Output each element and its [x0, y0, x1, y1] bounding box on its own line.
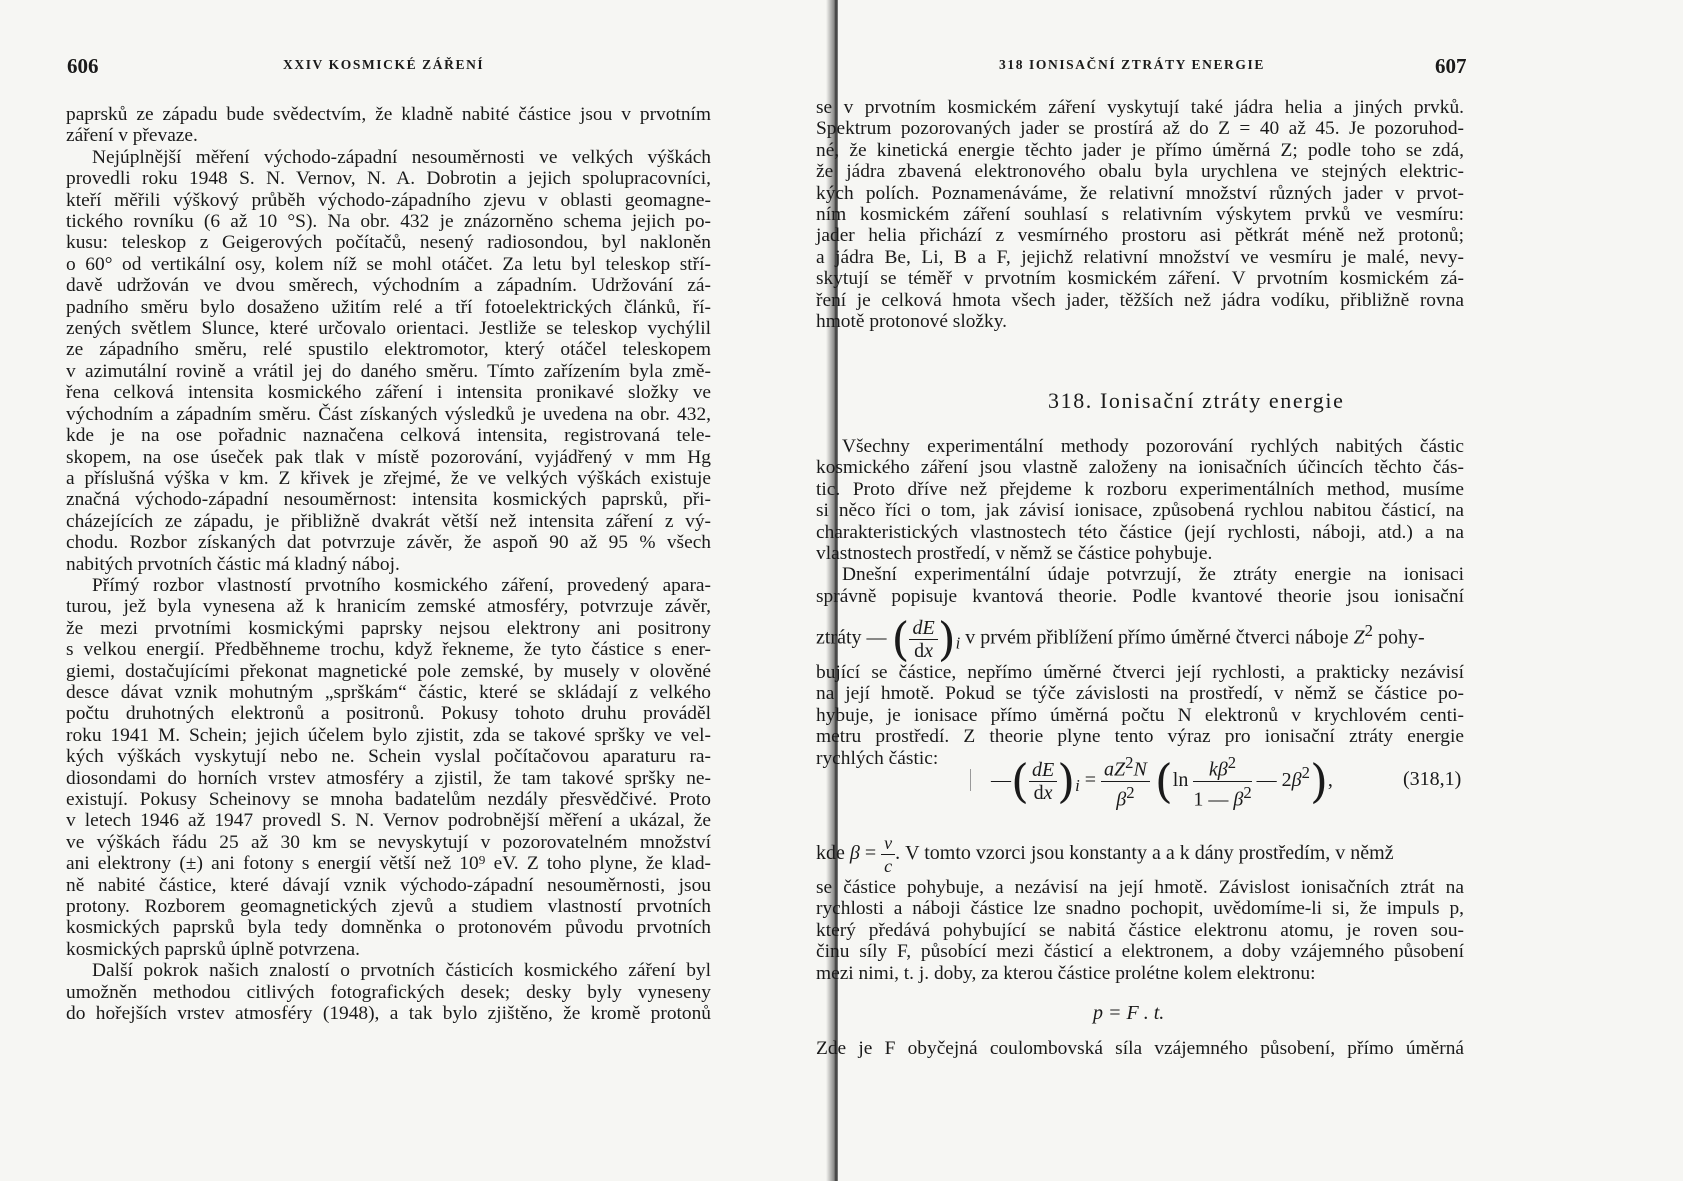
left-line: kde je na ose pořadnic naznačena celková intensita, registrovaná tele-: [66, 425, 711, 447]
right-mid-line: charakteristických vlastnostech této částice (její rychlosti, náboji, atd.) a na: [816, 521, 1464, 543]
right-mid-line: správně popisuje kvantová theorie. Podle kvantové theorie jsou ionisační: [816, 585, 1464, 607]
left-line: že mezi prvotními kosmickými paprsky nejsou elektrony ani positrony: [66, 617, 711, 639]
right-top-line: kých polích. Poznamenáváme, že relativní množství různých jader v prvot-: [816, 182, 1464, 204]
left-line: záření v převaze.: [66, 125, 198, 147]
right-after-line: bující se částice, nepřímo úměrné čtverci její rychlosti, a prakticky nezávisí: [816, 662, 1464, 683]
left-line: tického rovníku (6 až 10 °S). Na obr. 432 je znázorněno schema jejich po-: [66, 211, 711, 233]
paren-close: ): [937, 612, 956, 666]
left-line: giemi, dostačujícími překonat magnetické pole zemské, by musely v olověné: [66, 660, 711, 682]
right-bottom-line: mezi nimi, t. j. doby, za kterou částice prolétne kolem elektronu:: [816, 962, 1316, 984]
right-top-line: skytují se téměř v prvotním kosmickém záření. V prvotním kosmickém zá-: [816, 268, 1464, 290]
right-body-text-mid: [816, 436, 1464, 607]
left-line: nabitých prvotních částic má kladný náboj.: [66, 553, 400, 575]
left-line: diosondami do horních vrstev atmosféry a zjistil, že tam takové spršky ne-: [66, 767, 711, 789]
right-mid-line: si něco říci o tom, jak závisí ionisace, způsobená rychlou nabitou částicí, na: [816, 500, 1464, 522]
left-line: a příslušná výška v km. Z křivek je zřejmé, že ve velkých výškách existuje: [66, 467, 711, 489]
left-line: Další pokrok našich znalostí o prvotních částicích kosmického záření byl: [92, 960, 711, 982]
right-top-line: né, že kinetická energie těchto jader je přímo úměrná Z; podle toho se zdá,: [816, 139, 1464, 161]
left-line: s velkou energií. Předběhneme trochu, když řekneme, že tyto částice s ener-: [66, 639, 711, 661]
right-after-line: rychlých částic:: [816, 747, 939, 769]
left-body-text: [66, 104, 711, 1024]
left-line: skopem, na ose úseček pak tlak v místě pozorování, vyjádřený v mm Hg: [66, 446, 711, 468]
left-line: cházejících ze západu, je přibližně dvakrát větší než intensita záření z vý-: [66, 510, 711, 532]
right-mid-line: tic. Proto dříve než přejdeme k rozboru experimentálních method, musíme: [816, 478, 1464, 500]
left-line: zených světlem Slunce, které určovalo orientaci. Jestliže se teleskop vychýlil: [66, 318, 711, 340]
left-line: desce dávat vznik mohutným „sprškám“ částic, které se skládají z velkého: [66, 681, 711, 703]
left-line: paprsků ze západu bude svědectvím, že kladně nabité částice jsou v prvotním: [66, 104, 711, 125]
right-top-line: se v prvotním kosmickém záření vyskytují také jádra helia a jiných prvků.: [816, 97, 1464, 118]
left-line: turou, jež byla vynesena až k hranicím zemské atmosféry, potvrzuje závěr,: [66, 596, 711, 618]
section-title: 318. Ionisační ztráty energie: [1048, 388, 1345, 413]
left-line: ve výškách řádu 25 až 30 km se nevyskytují v pozorovatelném množství: [66, 831, 711, 853]
left-line: umožněn methodou citlivých fotografických desek; desky byly vyneseny: [66, 981, 711, 1003]
right-mid-line: vlastnostech prostředí, v němž se částice pohybuje.: [816, 543, 1213, 565]
right-top-line: Spektrum pozorovaných jader se prostírá až do Z = 40 až 45. Je pozoruhod-: [816, 118, 1464, 140]
dE-dx-fraction: $\frac{dE}{dx}$: [909, 617, 937, 662]
right-top-line: a jádra Be, Li, B a F, jejichž relativní množství ve vesmíru je malé, nevy-: [816, 246, 1464, 268]
right-bottom-line: se částice pohybuje, a nezávisí na její hmotě. Závislost ionisačních ztrát na: [816, 877, 1464, 898]
right-after-line: na její hmotě. Pokud se týče závislosti na prostředí, v němž se částice po-: [816, 683, 1464, 705]
left-line: značná východo-západní nesouměrnost: intensita kosmických paprsků, při-: [66, 489, 711, 511]
em-dash: —: [866, 626, 887, 649]
left-line: řena celková intensita kosmického záření i intensita pronikavé složky ve: [66, 382, 711, 404]
left-line: kusu: teleskop z Geigerových počítačů, nesený radiosondou, byl nakloněn: [66, 232, 711, 254]
left-line: počtu druhotných elektronů a positronů. Pokusy tohoto druhu prováděl: [66, 703, 711, 725]
right-body-text-top: [816, 97, 1464, 332]
right-after-line: metru prostředí. Z theorie plyne tento výraz pro ionisační ztráty energie: [816, 726, 1464, 748]
equation-318-1: —( $\frac{dE}{dx}$ )$_i$ = $\frac{aZ^2N}{\beta^2}$ (ln $\frac{k\beta^2}{1 — \beta^2}$ — $2\beta^2$),: [970, 752, 1333, 810]
right-after-line: hybuje, je ionisace přímo úměrná počtu N elektronů v krychlovém centi-: [816, 704, 1464, 726]
right-last-line: Zde je F obyčejná coulombovská síla vzájemného působení, přímo úměrná: [816, 1038, 1464, 1059]
left-line: kosmických paprsků byla tedy domněnka o protonovém původu prvotních: [66, 917, 711, 939]
left-page: [0, 0, 834, 1181]
paren-open: (: [891, 612, 910, 666]
left-line: do hořejších vrstev atmosféry (1948), a tak bylo zjištěno, že kromě protonů: [66, 1003, 711, 1025]
left-line: v azimutální rovině a vrátil jej do daného směru. Tímto zařízením byla změ-: [66, 360, 711, 382]
right-bottom-line: rychlosti a náboji částice lze snadno pochopit, uvědomíme-li si, že impuls p,: [816, 898, 1464, 920]
right-page-number: 607: [1435, 54, 1467, 78]
left-line: kteří měřili výškový průběh východo-západního zjevu v oblasti geomagne-: [66, 189, 711, 211]
left-line: davě udržován ve dvou směrech, východním a západním. Udržování zá-: [66, 275, 711, 297]
left-line: ze západního směru, relé spustilo elektromotor, který otáčel teleskopem: [66, 339, 711, 361]
right-top-line: ním kosmickém záření souhlasí s relativním výskytem prvků ve vesmíru:: [816, 204, 1464, 226]
ztraty-line: ztráty — ( $\frac{dE}{dx}$ )$_i$ v prvém přiblížení přímo úměrné čtverci náboje $Z^2$ pohy-: [816, 612, 1425, 666]
right-top-line: jader helia přichází z vesmírného prostoru asi pětkrát méně než protonů;: [816, 225, 1464, 247]
left-line: kých výškách vyskytují nebo ne. Schein vyslal počítačovou aparaturu ra-: [66, 746, 711, 768]
left-line: Nejúplnější měření východo-západní nesouměrnosti ve velkých výškách: [92, 146, 711, 168]
right-bottom-line: činu síly F, působící mezi částicí a elektronem, a doby vzájemného působení: [816, 941, 1464, 963]
left-line: padního směru bylo dosaženo užitím relé a tří fotoelektrických článků, ří-: [66, 296, 711, 318]
kde-line: kde β = $\frac{v}{c}$ . V tomto vzorci jsou konstanty a a k dány prostředím, v němž: [816, 833, 1394, 876]
left-line: protony. Rozborem geomagnetických zjevů a studiem vlastností prvotních: [66, 896, 711, 918]
impulse-equation: p = F . t.: [1093, 1002, 1165, 1024]
ztraty-word: ztráty: [816, 626, 862, 649]
ztraty-end: pohy-: [1377, 626, 1425, 649]
right-running-head: 318 IONISAČNÍ ZTRÁTY ENERGIE: [999, 57, 1265, 72]
right-page: [816, 0, 1683, 1181]
left-line: Přímý rozbor vlastností prvotního kosmického záření, provedený apara-: [92, 574, 711, 596]
left-line: o 60° od vertikální osy, kolem níž se mohl otáčet. Za letu byl teleskop stří-: [66, 253, 711, 275]
right-mid-line: kosmického záření jsou vlastně založeny na ionisačních účincích těchto čás-: [816, 457, 1464, 479]
left-line: chodu. Rozbor získaných dat potvrzuje závěr, že aspoň 90 až 95 % všech: [66, 532, 711, 554]
equation-number: (318,1): [1403, 768, 1462, 790]
right-top-line: ření je celková hmota všech jader, těžších než jádra vodíku, přibližně rovna: [816, 289, 1464, 311]
right-body-text-bottom: [816, 877, 1464, 984]
kde-rest: . V tomto vzorci jsou konstanty a a k dány prostředím, v němž: [895, 842, 1394, 865]
left-line: v letech 1946 až 1947 provedl S. N. Vernov podrobnější měření a ukázal, že: [66, 810, 711, 832]
kde-word: kde: [816, 842, 845, 865]
right-top-line: hmotě protonové složky.: [816, 311, 1007, 333]
left-line: kosmických paprsků úplně potvrzena.: [66, 938, 361, 960]
right-bottom-line: který předává pohybující se nabitá částice elektronu atomu, je roven sou-: [816, 919, 1464, 941]
left-line: provedli roku 1948 S. N. Vernov, N. A. Dobrotin a jejich spolupracovníci,: [66, 168, 711, 190]
right-top-line: že jádra zbavená elektronového obalu byla urychlena ve stejných elektric-: [816, 161, 1464, 183]
left-running-head: XXIV KOSMICKÉ ZÁŘENÍ: [283, 57, 485, 72]
right-mid-line: Dnešní experimentální údaje potvrzují, že ztráty energie na ionisaci: [842, 564, 1464, 586]
left-page-number: 606: [67, 54, 99, 78]
left-line: roku 1941 M. Schein; jejich účelem bylo zjistit, zda se takové spršky ve vel-: [66, 724, 711, 746]
left-line: ně nabité částice, které dávají vznik východo-západní nesouměrnosti, jsou: [66, 874, 711, 896]
left-line: východním a západním směru. Část získaných výsledků je uvedena na obr. 432,: [66, 403, 711, 425]
left-line: ani elektrony (±) ani fotony s energií větší než 10⁹ eV. Z toho plyne, že klad-: [66, 853, 711, 875]
ztraty-rest: v prvém přiblížení přímo úměrné čtverci náboje: [965, 626, 1349, 649]
right-mid-line: Všechny experimentální methody pozorování rychlých nabitých částic: [842, 436, 1464, 457]
left-line: existují. Pokusy Scheinovy se mnoha badatelům nezdály přesvědčivé. Proto: [66, 789, 711, 810]
